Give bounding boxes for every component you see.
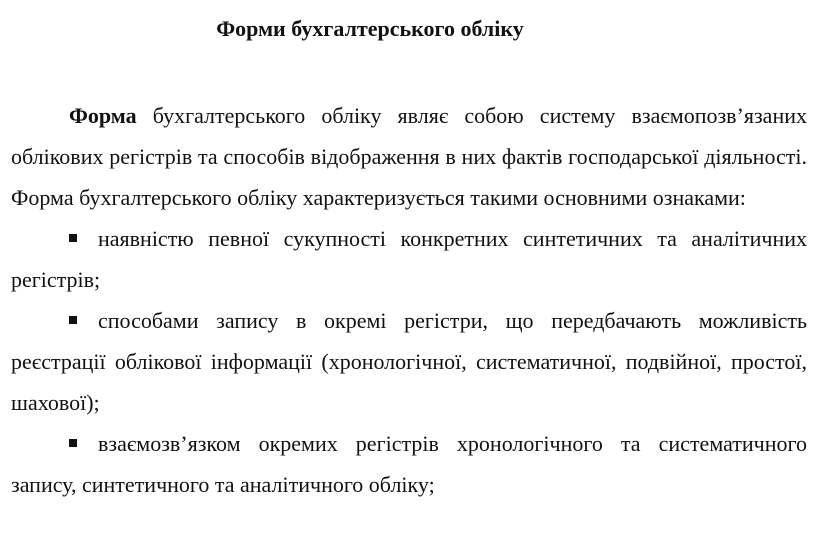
document-title: Форми бухгалтерського обліку bbox=[216, 16, 524, 41]
square-bullet-icon bbox=[69, 234, 77, 242]
document-body bbox=[11, 95, 807, 505]
intro-paragraph bbox=[11, 95, 807, 218]
bullet-text: способами запису в окремі регістри, що передбачають можливість реєстрації облікової інформації (хронологічної, систематичної, подвійної, простої, шахової); bbox=[11, 308, 807, 415]
square-bullet-icon bbox=[69, 439, 77, 447]
intro-text: бухгалтерського обліку являє собою систему взаємопозв’язаних облікових регістрів та способів відображення в них фактів господарської діяльності. Форма бухгалтерського обліку характеризується такими основними ознаками: bbox=[11, 103, 807, 210]
bullet-item bbox=[11, 423, 807, 505]
intro-bold-term: Форма bbox=[69, 103, 137, 128]
bullet-item bbox=[11, 218, 807, 300]
square-bullet-icon bbox=[69, 316, 77, 324]
bullet-text: наявністю певної сукупності конкретних синтетичних та аналітичних регістрів; bbox=[11, 226, 807, 292]
bullet-item bbox=[11, 300, 807, 423]
bullet-text: взаємозв’язком окремих регістрів хронологічного та систематичного запису, синтетичного та аналітичного обліку; bbox=[11, 431, 807, 497]
